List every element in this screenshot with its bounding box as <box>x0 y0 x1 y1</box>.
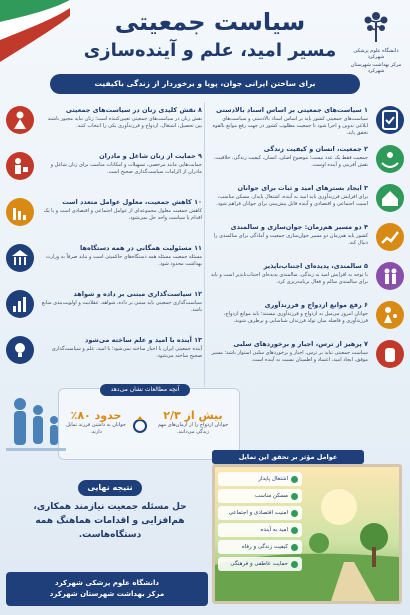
factor-item <box>218 472 302 486</box>
stats-title: آنچه مطالعات نشان می‌دهد <box>100 384 190 396</box>
point-item <box>6 336 202 360</box>
point-heading: ۹ حمایت از زنان شاغل و مادران <box>99 152 202 160</box>
point-heading: ۳ ایجاد بسترهای امید و ثبات برای جوانان <box>237 184 368 192</box>
factor-label: حمایت عاطفی و فرهنگی <box>230 561 288 567</box>
point-badge <box>376 106 404 134</box>
check-dot-icon <box>291 510 298 517</box>
point-body: جمعیت فقط یک عدد نیست؛ موضوع اصلی، انسان، کیفیت زندگی، خلاقیت، نقش آفرینی و آینده اوست. <box>213 155 368 168</box>
point-badge <box>376 262 404 290</box>
family-hands-icon <box>376 145 404 173</box>
factor-label: امنیت اقتصادی و اجتماعی <box>228 510 288 516</box>
point-heading: ۱۳ آینده با امید و علم ساخته می‌شود <box>85 336 202 344</box>
factor-item <box>218 540 302 554</box>
check-dot-icon <box>291 493 298 500</box>
elderly-couple-icon <box>376 262 404 290</box>
point-heading: ۵ سالمندی، پدیده‌ای اجتناب‌ناپذیر <box>263 262 368 270</box>
clipboard-check-icon <box>376 106 404 134</box>
point-body: مسئله جمعیت مسئله همه دستگاه‌های حاکمیتی است و نباید صرفاً به وزارت بهداشت محدود شود. <box>45 254 202 267</box>
point-body: حمایت‌هایی مانند مرخصی، تسهیلات و امکانات مناسب برای زنان شاغل و مادران از الزامات سیاست‌گذاری صحیح است. <box>50 162 202 175</box>
point-heading: ۱ سیاست‌های جمعیتی بر اساس اسناد بالادستی <box>215 106 368 114</box>
decline-chart-icon <box>6 198 34 226</box>
stop-hand-icon <box>376 340 404 368</box>
logo-caption-2: مرکز بهداشت شهرستان شهرکرد <box>350 62 402 74</box>
point-heading: ۴ دو مسیر هم‌زمان: جوان‌سازی و سالمندی <box>230 223 368 231</box>
stat-1-number: حدود ۸۰٪ <box>70 409 122 422</box>
check-dot-icon <box>291 476 298 483</box>
point-heading: ۱۱ مسئولیت همگانی در همه دستگاه‌ها <box>80 244 202 252</box>
logo-caption-1: دانشگاه علوم پزشکی شهرکرد <box>353 48 399 60</box>
house-icon <box>376 184 404 212</box>
point-item <box>6 290 202 314</box>
factor-item <box>218 506 302 520</box>
conclusion-text: حل مسئله جمعیت نیازمند همکاری، هم‌افزایی و اقدامات هماهنگ همه دستگاه‌هاست. <box>33 502 187 540</box>
page-title: سیاست جمعیتی <box>114 8 306 36</box>
mother-child-icon <box>376 301 404 329</box>
page-subtitle: مسیر امید، علم و آینده‌سازی <box>83 40 337 61</box>
footer-bar <box>6 572 208 606</box>
lightbulb-icon <box>6 336 34 364</box>
point-body: سیاست‌های جمعیتی کشور باید بر اساس اسناد بالادستی و سیاست‌های ابلاغی تدوین و اجرا شود تا جمعیت مطلوب کشور در جهت رفع موانع بالقوه تحقق یابد. <box>212 116 368 136</box>
point-badge <box>6 198 34 226</box>
iran-flag-icon <box>0 0 70 64</box>
factor-item <box>218 523 302 537</box>
stat-2-number: بیش از ۲/۳ <box>163 409 223 422</box>
point-item <box>6 152 202 176</box>
check-dot-icon <box>291 527 298 534</box>
growth-chart-icon <box>376 223 404 251</box>
point-badge <box>6 152 34 180</box>
conclusion-tag: نتیجه نهایی <box>78 480 142 496</box>
footer-line-2: مرکز بهداشت شهرستان شهرکرد <box>49 590 165 598</box>
point-body: سیاست جمعیتی نباید بر ترس، اجبار و برخوردهای سلبی استوار باشد؛ مسیر موفق، ایجاد امید، اعتماد و اطمینان نسبت به آینده است. <box>211 350 368 363</box>
stat-marriage <box>151 409 235 435</box>
factor-list <box>218 472 302 574</box>
point-item <box>6 106 202 130</box>
point-heading: ۲ جمعیت، انسان و کیفیت زندگی <box>263 145 368 153</box>
point-item <box>208 340 404 364</box>
footer-line-1: دانشگاه علوم پزشکی شهرکرد <box>55 579 159 587</box>
point-badge <box>6 336 34 364</box>
factor-label: کیفیت زندگی و رفاه <box>241 544 288 550</box>
point-body: آینده جمعیتی ایران با اجبار ساخته نمی‌شود؛ با امید، علم و سیاست‌گذاری صحیح ساخته می‌شود. <box>51 346 202 359</box>
point-heading: ۸ نقش کلیدی زنان در سیاست‌های جمعیتی <box>65 106 202 114</box>
point-item <box>6 198 202 222</box>
tree-logo-icon <box>361 8 391 42</box>
check-dot-icon <box>291 544 298 551</box>
point-heading: ۷ پرهیز از ترس، اجبار و برخوردهای سلبی <box>233 340 368 348</box>
point-body: جوانان امروز می‌میل به ازدواج و فرزندآوری نیستند؛ باید موانع ازدواج، فرزندآوری و فاصله میان تولد فرزندان شناسایی و برطرف شوند. <box>223 311 368 324</box>
point-body: سیاست‌گذاری جمعیتی باید مبتنی بر داده، شواهد، عقلانیت و اولویت‌بندی منابع باشد. <box>41 300 202 313</box>
point-badge <box>376 340 404 368</box>
factor-item <box>218 557 302 571</box>
point-badge <box>376 145 404 173</box>
university-logo <box>350 8 402 74</box>
point-item <box>208 223 404 247</box>
stats-box <box>58 388 240 460</box>
check-dot-icon <box>291 561 298 568</box>
point-body: کاهش جمعیت معلول مجموعه‌ای از عوامل اجتماعی و اقتصادی است و با یک اقدام یا سیاست واحد حل نمی‌شود. <box>43 208 202 221</box>
point-item <box>6 244 202 268</box>
point-body: با توجه به افزایش امید به زندگی، سالمندی پدیده‌ای اجتناب‌ناپذیر است و باید برای سالمندی سالم و فعال برنامه‌ریزی کرد. <box>210 272 368 285</box>
point-item <box>208 106 404 137</box>
factor-label: مسکن مناسب <box>254 493 288 499</box>
stat-2-description: جوانان ازدواج را از آرمان‌های مهم زندگی می‌دانند. <box>157 422 229 435</box>
working-mother-icon <box>6 152 34 180</box>
factor-item <box>218 489 302 503</box>
stat-children <box>63 409 129 435</box>
data-chart-icon <box>6 290 34 318</box>
point-badge <box>6 290 34 318</box>
factor-label: اشتغال پایدار <box>258 476 288 482</box>
ring-icon <box>131 415 149 433</box>
factor-label: امید به آینده <box>260 527 288 533</box>
point-body: نقش زنان در سیاست‌های جمعیتی تعیین‌کننده است؛ زنان نباید مجبور باشند بین تحصیل، اشتغال، ازدواج و فرزندآوری یکی را انتخاب کنند. <box>47 116 202 129</box>
family-silhouette-icon <box>6 390 66 470</box>
stat-1-description: جوانان به داشتن فرزند تمایل دارند. <box>66 422 126 435</box>
point-badge <box>376 301 404 329</box>
point-item <box>208 301 404 325</box>
point-item <box>208 145 404 169</box>
point-item <box>208 262 404 286</box>
point-badge <box>6 244 34 272</box>
factors-title: عوامل مؤثر بر تحقق این تمایل <box>212 450 364 464</box>
point-badge <box>376 184 404 212</box>
point-body: کشور باید هم‌زمان دو مسیر جوان‌سازی جمعیت و آمادگی برای سالمندی را دنبال کند. <box>213 233 368 246</box>
point-heading: ۱۰ کاهش جمعیت، معلول عوامل متعدد است <box>62 198 202 206</box>
point-heading: ۱۲ سیاست‌گذاری مبتنی بر داده و شواهد <box>73 290 202 298</box>
column-divider <box>204 102 205 387</box>
header-banner: برای ساختن ایرانی جوان، پویا و برخوردار از زندگی باکیفیت <box>50 74 360 94</box>
point-heading: ۶ رفع موانع ازدواج و فرزندآوری <box>264 301 368 309</box>
point-badge <box>6 106 34 134</box>
point-badge <box>376 223 404 251</box>
government-building-icon <box>6 244 34 272</box>
point-item <box>208 184 404 208</box>
point-body: برای افزایش فرزندآوری باید امید به آینده، اشتغال پایدار، مسکن مناسب، امنیت اجتماعی و اقتصادی و آینده قابل پیش‌بینی برای جوانان فراهم شود. <box>216 194 368 207</box>
woman-icon <box>6 106 34 134</box>
